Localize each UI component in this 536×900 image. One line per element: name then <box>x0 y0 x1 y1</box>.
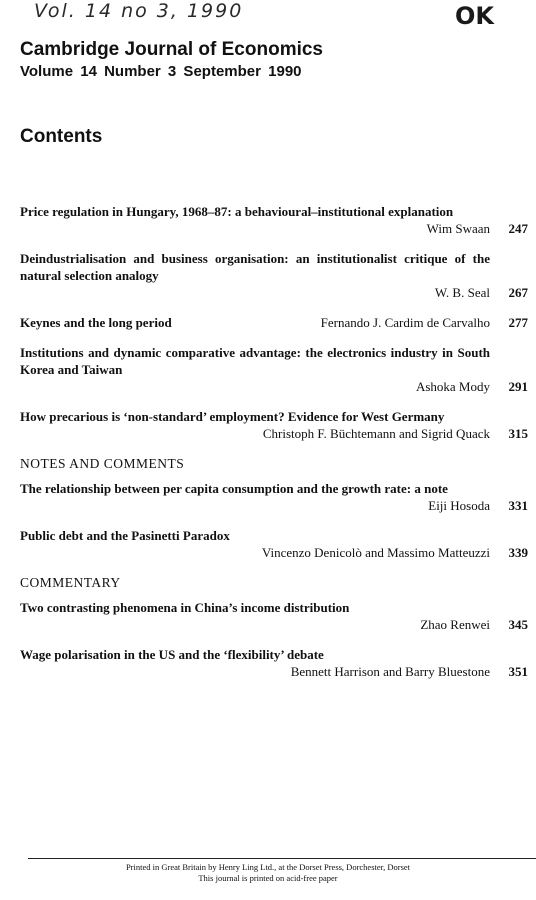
journal-title: Cambridge Journal of Economics <box>20 39 323 60</box>
page-number: 315 <box>508 426 528 441</box>
page-number: 339 <box>508 545 528 560</box>
article-authors: Vincenzo Denicolò and Massimo Matteuzzi <box>261 545 490 560</box>
toc-entry <box>20 527 530 561</box>
article-title: Institutions and dynamic comparative advantage: the electronics industry in South Korea and Taiwan <box>20 345 490 377</box>
article-authors: Wim Swaan <box>426 221 490 236</box>
article-title: How precarious is ‘non-standard’ employment? Evidence for West Germany <box>20 409 445 424</box>
paper-line: This journal is printed on acid-free paper <box>198 873 338 883</box>
article-title: Price regulation in Hungary, 1968–87: a behavioural–institutional explanation <box>20 204 454 219</box>
article-authors: Ashoka Mody <box>415 379 490 394</box>
toc-entry <box>20 480 530 514</box>
handwritten-ok-mark: OK <box>455 2 494 30</box>
toc-entry <box>20 203 530 237</box>
article-title: Deindustrialisation and business organisation: an institutionalist critique of the natural selection analogy <box>20 251 490 283</box>
journal-issue: Volume 14 Number 3 September 1990 <box>20 63 302 80</box>
page-number: 345 <box>508 617 528 632</box>
section-heading-commentary: COMMENTARY <box>20 575 121 590</box>
article-authors: Eiji Hosoda <box>428 498 490 513</box>
article-authors: Bennett Harrison and Barry Bluestone <box>290 664 490 679</box>
article-title: Wage polarisation in the US and the ‘flexibility’ debate <box>20 647 324 662</box>
article-authors: Christoph F. Büchtemann and Sigrid Quack <box>262 426 490 441</box>
article-title: Public debt and the Pasinetti Paradox <box>20 528 230 543</box>
toc-entry <box>20 344 530 395</box>
page-number: 291 <box>508 379 528 394</box>
article-title: The relationship between per capita consumption and the growth rate: a note <box>20 481 448 496</box>
page-number: 267 <box>508 285 528 300</box>
page-number: 247 <box>508 221 528 236</box>
journal-header <box>20 38 323 82</box>
article-title: Keynes and the long period <box>20 315 172 330</box>
article-title: Two contrasting phenomena in China’s income distribution <box>20 600 350 615</box>
article-authors: Fernando J. Cardim de Carvalho <box>320 315 490 330</box>
handwritten-volume-note: Vol. 14 no 3, 1990 <box>34 0 244 22</box>
page-number: 331 <box>508 498 528 513</box>
article-authors: W. B. Seal <box>434 285 490 300</box>
page-number: 277 <box>508 315 528 330</box>
page-number: 351 <box>508 664 528 679</box>
toc-entry <box>20 250 530 301</box>
section-heading-notes: NOTES AND COMMENTS <box>20 456 185 471</box>
printer-footer <box>28 862 508 884</box>
printer-line: Printed in Great Britain by Henry Ling Ltd., at the Dorset Press, Dorchester, Dorset <box>125 862 411 872</box>
article-authors: Zhao Renwei <box>420 617 490 632</box>
toc-entry <box>20 599 530 633</box>
contents-heading: Contents <box>20 126 103 147</box>
toc-entry <box>20 408 530 442</box>
toc-entry <box>20 314 530 331</box>
table-of-contents <box>20 203 530 693</box>
footer-rule <box>28 858 536 859</box>
toc-entry <box>20 646 530 680</box>
